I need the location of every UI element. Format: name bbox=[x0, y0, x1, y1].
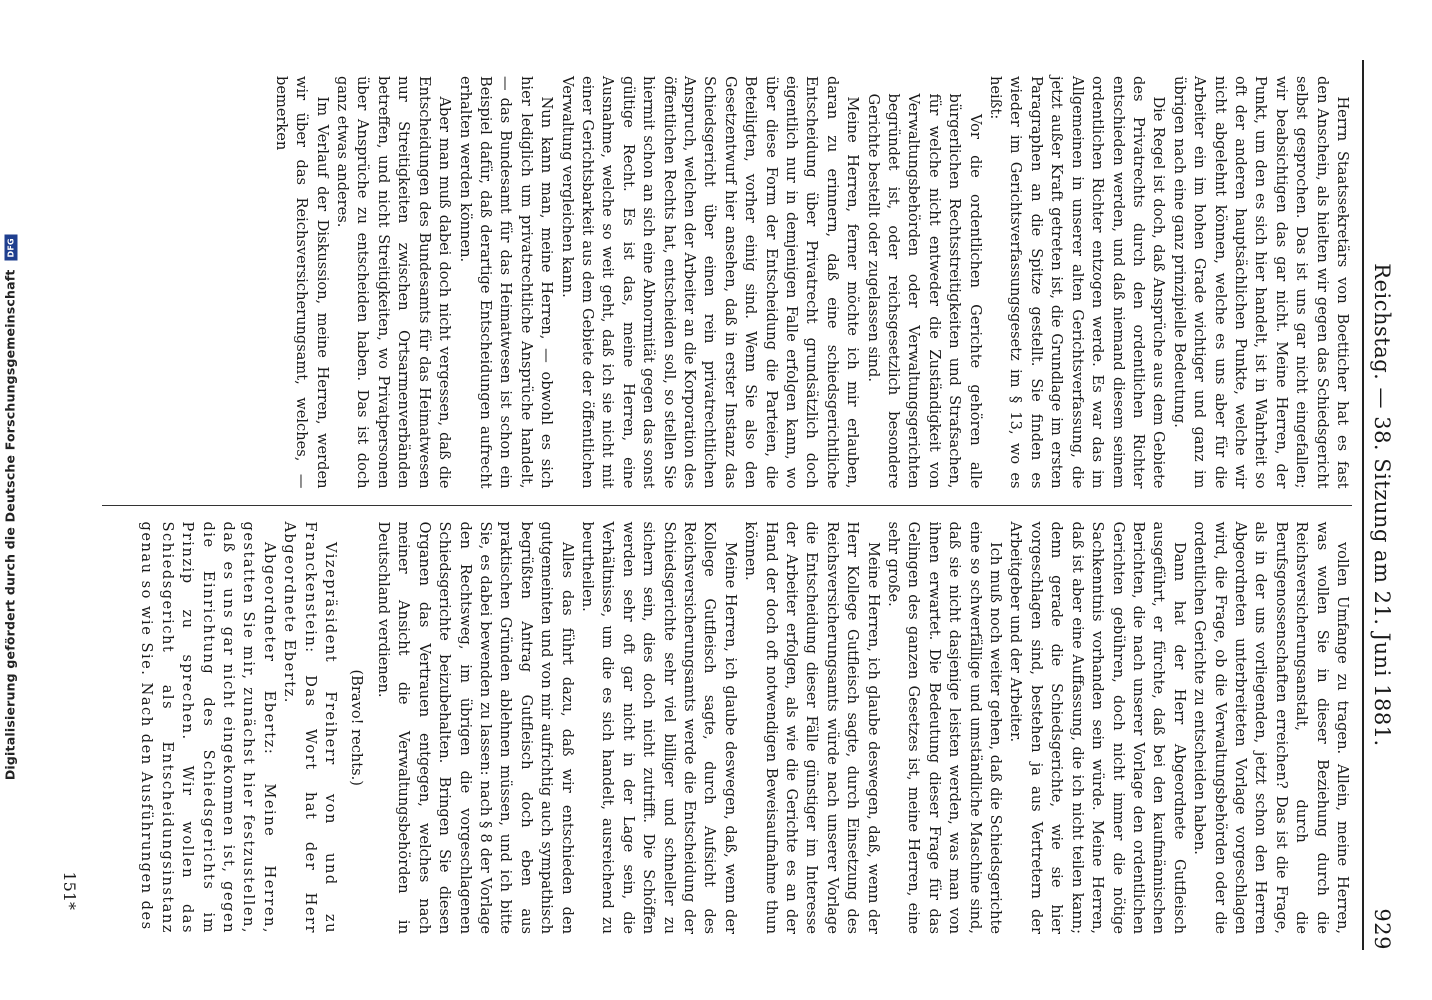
paragraph: Meine Herren, ich glaube deswegen, daß, wenn der Kollege Gutfleisch sagte, durch Aufsicht des Reichsversicherungsamts werde die Entscheidung der Schiedsgerichte sehr viel billiger und schneller zu sichern sein, dies doch nicht zutrifft. Die Schöffen werden sehr oft gar nicht in der Lage sein, die Verhältnisse, um die es sich handelt, ausreichend zu beurtheilen. bbox=[578, 521, 739, 934]
paragraph: Dann hat der Herr Abgeordnete Gutfleisch ausgeführt, er fürchte, daß bei den kaufmännischen Berichten, die nach unserer Vorlage den ordentlichen Gerichten gebühren, doch nicht immer die nötige Sachkenntnis vorhanden sein würde. Meine Herren, daß ist aber eine Auffassung, die ich nicht teilen kann; denn gerade die Schiedsgerichte, wie sie hier vorgeschlagen sind, bestehen ja aus Vertretern der Arbeitgeber und der Arbeiter. bbox=[1007, 521, 1188, 934]
digitization-credit bbox=[3, 28, 18, 988]
paragraph: Nun kann man, meine Herren, — obwohl es sich hier lediglich um privatrechtliche Ansprüche handelt, — das Bundesamt für das Heimatwesen ist schon ein Beispiel dafür, daß derartige Entscheidungen aufrecht erhalten werden können. bbox=[456, 76, 556, 489]
dfg-logo-icon: DFG bbox=[5, 235, 18, 261]
applause-note: (Bravo! rechts.) bbox=[348, 669, 366, 786]
left-column bbox=[102, 60, 1352, 505]
page-number: 929 bbox=[1370, 908, 1394, 950]
paragraph: vollen Umfange zu tragen. Allein, meine Herren, was wollen Sie in dieser Beziehung durch die Reichsversicherungsanstalt, durch die Berufsgenossenschaften erreichen? Das ist die Frage, als in der uns vorliegenden, jetzt schon den Herren Abgeordneten unterbreiteten Vorlage vorgeschlagen wird, die Frage, ob die Verwaltungsbehörden oder die ordentlichen Gerichte zu entscheiden haben. bbox=[1191, 521, 1351, 934]
block-quote: Vor die ordentlichen Gerichte gehören alle bürgerlichen Rechtsstreitigkeiten und Strafsachen, für welche nicht entweder die Zuständigkeit von Verwaltungsbehörden oder Verwaltungsgerichten begründet ist, oder reichsgesetzlich besondere Gerichte bestellt oder zugelassen sind. bbox=[864, 93, 984, 489]
paragraph: Alles das führt dazu, daß wir entschieden den gutgemeinten und von mir aufrichtig auch sympathisch begrüßten Antrag Gutfleisch doch eben aus praktischen Gründen ablehnen müssen, und ich bitte Sie, es dabei bewenden zu lassen: nach § 8 der Vorlage den Rechtsweg, im übrigen die vorgeschlagenen Schiedsgerichte beizubehalten. Bringen Sie diesen Organen das Vertrauen entgegen, welches nach meiner Ansicht die Verwaltungsbehörden in Deutschland verdienen. bbox=[374, 521, 576, 934]
paragraph: Herrn Staatssekretärs von Boetticher hat es fast den Anschein, als hielten wir gegen das Schiedsgericht selbst gesprochen. Das ist uns gar nicht eingefallen; wir beabsichtigen das gar nicht. Meine Herren, der Punkt, um den es sich hier handelt, ist in Wahrheit so oft der anderen hauptsächlichen Punkte, welche wir nicht abgelehnt können, welche es uns aber für die Arbeiter ein im hohen Grade wichtiger und ganz im übrigen nach eine ganz prinzipielle Bedeutung. bbox=[1170, 76, 1351, 489]
text-columns bbox=[102, 60, 1352, 950]
speaker-paragraph: Vizepräsident Freiherr von und zu Franckenstein: Das Wort hat der Herr Abgeordnete Ebertz. bbox=[281, 521, 340, 934]
paragraph: Meine Herren, ich glaube deswegen, daß, wenn der Herr Kollege Gutfleisch sagte, durch Einsetzung des Reichsversicherungsamts würde nach unserer Vorlage die Entscheidung dieser Fälle günstiger im Interesse der Arbeiter erfolgen, als wie die Gerichte es an der Hand der doch oft notwendigen Beweisaufnahme thun können. bbox=[742, 521, 882, 934]
right-column bbox=[102, 505, 1352, 951]
signature-mark: 151* bbox=[60, 871, 79, 910]
scanned-page bbox=[16, 20, 1416, 980]
paragraph: Aber man muß dabei doch nicht vergessen, daß die Entscheidungen des Bundesamts für das Heimatwesen nur Streitigkeiten zwischen Ortsarmenverbänden betreffen, und nicht Streitigkeiten, wo Privatpersonen über Ansprüche zu entscheiden haben. Das ist doch ganz etwas anderes. bbox=[334, 76, 454, 489]
running-head bbox=[1362, 60, 1394, 950]
speaker-paragraph: Abgeordneter Ebertz: Meine Herren, gestatten Sie mir, zunächst hier festzustellen, daß es uns gar nicht eingekommen ist, gegen die Einrichtung des Schiedsgerichts im Prinzip zu sprechen. Wir wollen das Schiedsgericht als Entscheidungsinstanz genau so wie Sie. Nach den Ausführungen des bbox=[138, 521, 278, 934]
credit-text: Digitalisierung gefördert durch die Deutsche Forschungsgemeinschaft bbox=[2, 269, 18, 781]
paragraph: Im Verlauf der Diskussion, meine Herren, werden wir über das Reichsversicherungsamt, welches, — bemerken bbox=[272, 76, 331, 489]
running-head-title: Reichstag. — 38. Sitzung am 21. Juni 1881. bbox=[1370, 263, 1394, 747]
paragraph: Ich muß noch weiter gehen, daß die Schiedsgerichte eine so schwerfällige und umständliche Maschine sind, daß sie nicht dasjenige leisten werden, was man von ihnen erwartet. Die Bedeutung dieser Frage für das Gelingen des ganzen Gesetzes ist, meine Herren, eine sehr große. bbox=[885, 521, 1005, 934]
paragraph: Meine Herren, ferner möchte ich mir erlauben, daran zu erinnern, daß eine schiedsgerichtliche Entscheidung über Privatrecht grundsätzlich doch eigentlich nur in demjenigen Falle erfolgen kann, wo über diese Form der Entscheidung die Parteien, die Beteiligten, vorher einig sind. Wenn Sie also den Gesetzentwurf hier ansehen, daß in erster Instanz das Schiedsgericht über einen rein privatrechtlichen Anspruch, welchen der Arbeiter an die Korporation des öffentlichen Rechts hat, entscheiden soll, so stellen Sie hiermit schon an sich eine Abnormität gegen das sonst gültige Recht. Es ist das, meine Herren, eine Ausnahme, welche so weit geht, daß ich sie nicht mit einer Gerichtsbarkeit aus dem Gebiete der öffentlichen Verwaltung vergleichen kann. bbox=[558, 76, 862, 489]
paragraph: Die Regel ist doch, daß Ansprüche aus dem Gebiete des Privatrechts durch den ordentlichen Richter entschieden werden, und daß niemand diesem seinem ordentlichen Richter entzogen werde. Es war das im Allgemeinen in unserer alten Gerichtsverfassung, die jetzt außer Kraft getreten ist, die Grundlage im ersten Paragraphen an die Spitze gestellt. Sie finden es wieder im Gerichtsverfassungsgesetz im § 13, wo es heißt: bbox=[987, 76, 1168, 489]
